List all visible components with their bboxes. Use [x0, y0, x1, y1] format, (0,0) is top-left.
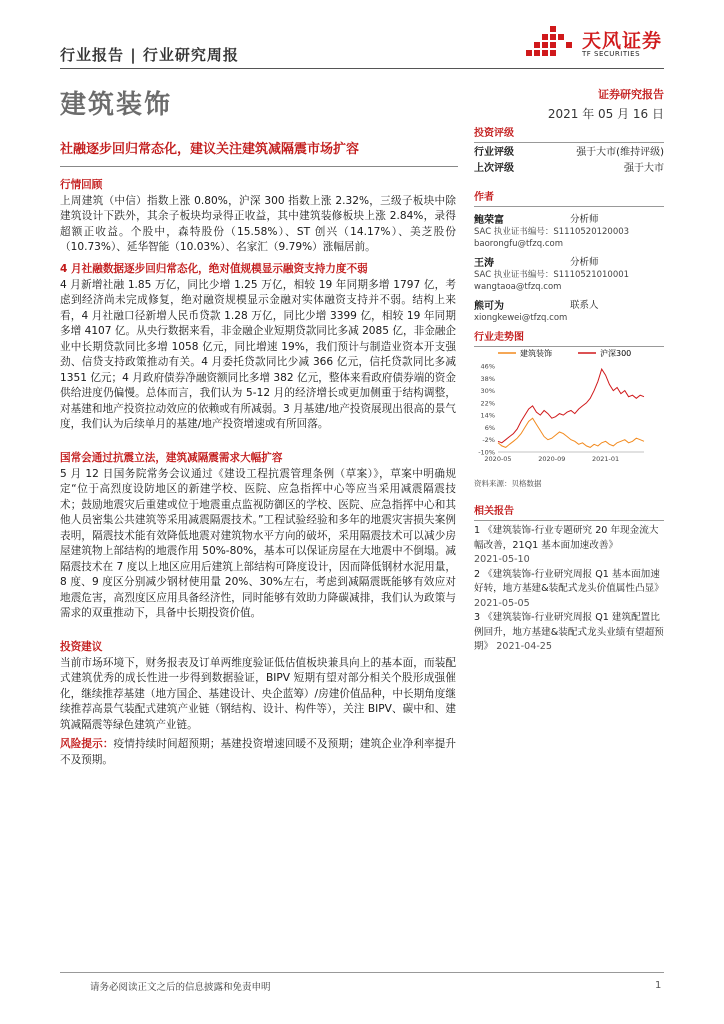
chart-title: 行业走势图 — [474, 332, 524, 343]
related-reports-block — [474, 502, 664, 655]
related-report-item[interactable]: 3 《建筑装饰-行业研究周报 Q1 建筑配置比例回升，地方基建&装配式龙头业绩有望超预期》 2021-04-25 — [474, 612, 664, 652]
section-paragraph: 当前市场环境下，财务报表及订单两维度验证低估值板块兼具向上的基本面，而装配式建筑优秀的成长性进一步得到数据验证，BIPV 短期有望对部分相关个股形成强催化，继续推荐基建（地方国企、基建设计、央企蓝筹）/房建价值品种，中长期角度继续推荐高景气装配式建筑产业链（钢结构、设计、构件等），关注 BIPV、碳中和、建筑减隔震等绿色建筑产业链。 — [60, 656, 456, 731]
author-entry: 熊可为 联系人 xiongkewei@tfzq.com — [474, 297, 664, 324]
y-tick-label: 6% — [484, 423, 495, 432]
rating-row: 行业评级 强于大市(维持评级) — [474, 147, 664, 158]
section-paragraph: 5 月 12 日国务院常务会议通过《建设工程抗震管理条例（草案）》，草案中明确规定“位于高烈度设防地区的新建学校、医院、应急指挥中心等应当采用减震隔震技术；鼓励地震灾后重建或位于地震重点监视防御区的学校、医院、应急指挥中心和其他人员密集公共建筑等采用减震隔震技术。”工程试验经验和多年的地震灾害损失案例表明，隔震技术能有效降低地震对建筑物水平方向的破坏，采用隔震技术可以减少房屋建筑物上部结构的地震作用 50%-80%，基本可以保证房屋在大地震中不倒塌。减隔震技术在 7 度以上地区应用后建筑上部结构可降度设计，因而降低钢材水泥用量，8 度、9 度区分别减少钢材使用量 20%、30%左右，考虑到减隔震既能够有效应对地震危害，高烈度区应用具备经济性，同时能够有效助力降碳减排，我们认为政策与需求的双重推动下，具备中长期投资价值。 — [60, 467, 456, 619]
series-line-csi300 — [498, 369, 644, 443]
section-heading: 4 月社融数据逐步回归常态化，绝对值规模显示融资支持力度不弱 — [60, 263, 368, 275]
rating-row: 上次评级 强于大市 — [474, 163, 664, 174]
section-market-review — [60, 178, 456, 256]
x-tick-label: 2020-09 — [538, 455, 566, 463]
y-tick-label: 46% — [480, 362, 495, 371]
section-heading: 行情回顾 — [60, 179, 103, 191]
footer-divider — [60, 972, 664, 973]
risk-text: 疫情持续时间超预期；基建投资增速回暖不及预期；建筑企业净利率提升不及预期。 — [60, 738, 456, 766]
legend-label-construction: 建筑装饰 — [520, 349, 552, 358]
headline: 社融逐步回归常态化，建议关注建筑减隔震市场扩容 — [60, 142, 360, 157]
logo-subtitle: TF SECURITIES — [582, 50, 641, 58]
y-tick-label: -10% — [478, 448, 495, 457]
y-tick-label: -2% — [482, 436, 495, 445]
section-social-financing — [60, 262, 456, 433]
author-email[interactable]: xiongkewei@tfzq.com — [474, 313, 568, 323]
section-seismic-legislation — [60, 451, 456, 622]
report-type: 证券研究报告 — [598, 88, 664, 101]
footer-disclaimer: 请务必阅读正文之后的信息披露和免责申明 — [90, 982, 271, 993]
x-tick-label: 2021-01 — [591, 455, 620, 463]
related-title: 相关报告 — [474, 506, 514, 517]
y-tick-label: 22% — [480, 399, 495, 408]
header-divider — [60, 68, 664, 69]
section-heading: 国常会通过抗震立法，建筑减隔震需求大幅扩容 — [60, 452, 283, 464]
rating-title: 投资评级 — [474, 128, 514, 139]
x-tick-label: 2020-05 — [484, 455, 512, 463]
related-report-item[interactable]: 1 《建筑装饰-行业专题研究 20 年现金流大幅改善，21Q1 基本面加速改善》 2021-05-10 — [474, 525, 659, 565]
author-email[interactable]: baorongfu@tfzq.com — [474, 239, 564, 249]
page-number: 1 — [655, 980, 662, 991]
headline-divider — [60, 166, 458, 167]
authors-block — [474, 188, 664, 324]
industry-title: 建筑装饰 — [60, 90, 173, 120]
author-entry: 鲍荣富 分析师 SAC 执业证书编号：S1110520120003 baorongfu@tfzq.com — [474, 211, 664, 250]
author-email[interactable]: wangtaoa@tfzq.com — [474, 282, 562, 292]
chart-source: 资料来源：贝格数据 — [474, 479, 542, 488]
y-tick-label: 38% — [480, 374, 495, 383]
risk-label: 风险提示： — [60, 738, 114, 750]
author-entry: 王涛 分析师 SAC 执业证书编号：S1110521010001 wangtaoa@tfzq.com — [474, 254, 664, 293]
risk-warning — [60, 737, 456, 768]
section-paragraph: 4 月新增社融 1.85 万亿，同比少增 1.25 万亿，相较 19 年同期多增 1797 亿，考虑到经济尚未完成修复，绝对融资规模显示金融对实体融资支持并不弱。结构上来看，4 月社融口径新增人民币贷款 1.28 万亿，同比少增 3399 亿，相较 19 年同期多增 4107 亿。从央行数据来看，非金融企业短期贷款同比多减 2085 亿，非金融企业中长期贷款同比多增 1058 亿元，同比增速 19%，我们预计与制造业资本开支强劲、信贷支持政策推动有关。4 月委托贷款同比少减 366 亿元，信托贷款同比多减 1351 亿元；4 月政府债券净融资额同比多增 382 亿元，整体来看政府债券端的资金供给进度仍偏慢。总体而言，我们认为 5-12 月的经济增长或更加侧重于结构调整，对基建和地产投资拉动效应的依赖或有所减弱。3 月基建/地产投资展现出很高的景气度，我们认为后续单月的基建/地产投资增速或有所回落。 — [60, 278, 456, 430]
y-tick-label: 30% — [480, 387, 495, 396]
section-paragraph: 上周建筑（中信）指数上涨 0.80%，沪深 300 指数上涨 2.32%，三级子板块中除建筑设计下跌外，其余子板块均录得正收益，其中建筑装修板块上涨 2.84%，录得超额正收益。个股中，森特股份（15.58%）、ST 创兴（14.17%）、美芝股份（10.73%）、延华智能（10.03%）、名家汇（9.79%）涨幅居前。 — [60, 194, 456, 253]
logo-name: 天风证券 — [582, 30, 663, 52]
legend-label-csi300: 沪深300 — [600, 349, 632, 358]
report-date: 2021 年 05 月 16 日 — [547, 107, 664, 121]
y-tick-label: 14% — [480, 411, 495, 420]
report-category: 行业报告 | 行业研究周报 — [60, 46, 239, 64]
section-heading: 投资建议 — [60, 641, 103, 653]
tf-securities-logo — [522, 20, 582, 66]
related-report-item[interactable]: 2 《建筑装饰-行业研究周报 Q1 基本面加速好转，地方基建&装配式龙头价值属性凸显》 2021-05-05 — [474, 568, 664, 609]
section-investment-advice — [60, 640, 456, 733]
authors-title: 作者 — [474, 192, 494, 203]
rating-block — [474, 124, 664, 177]
trend-chart — [474, 344, 664, 470]
